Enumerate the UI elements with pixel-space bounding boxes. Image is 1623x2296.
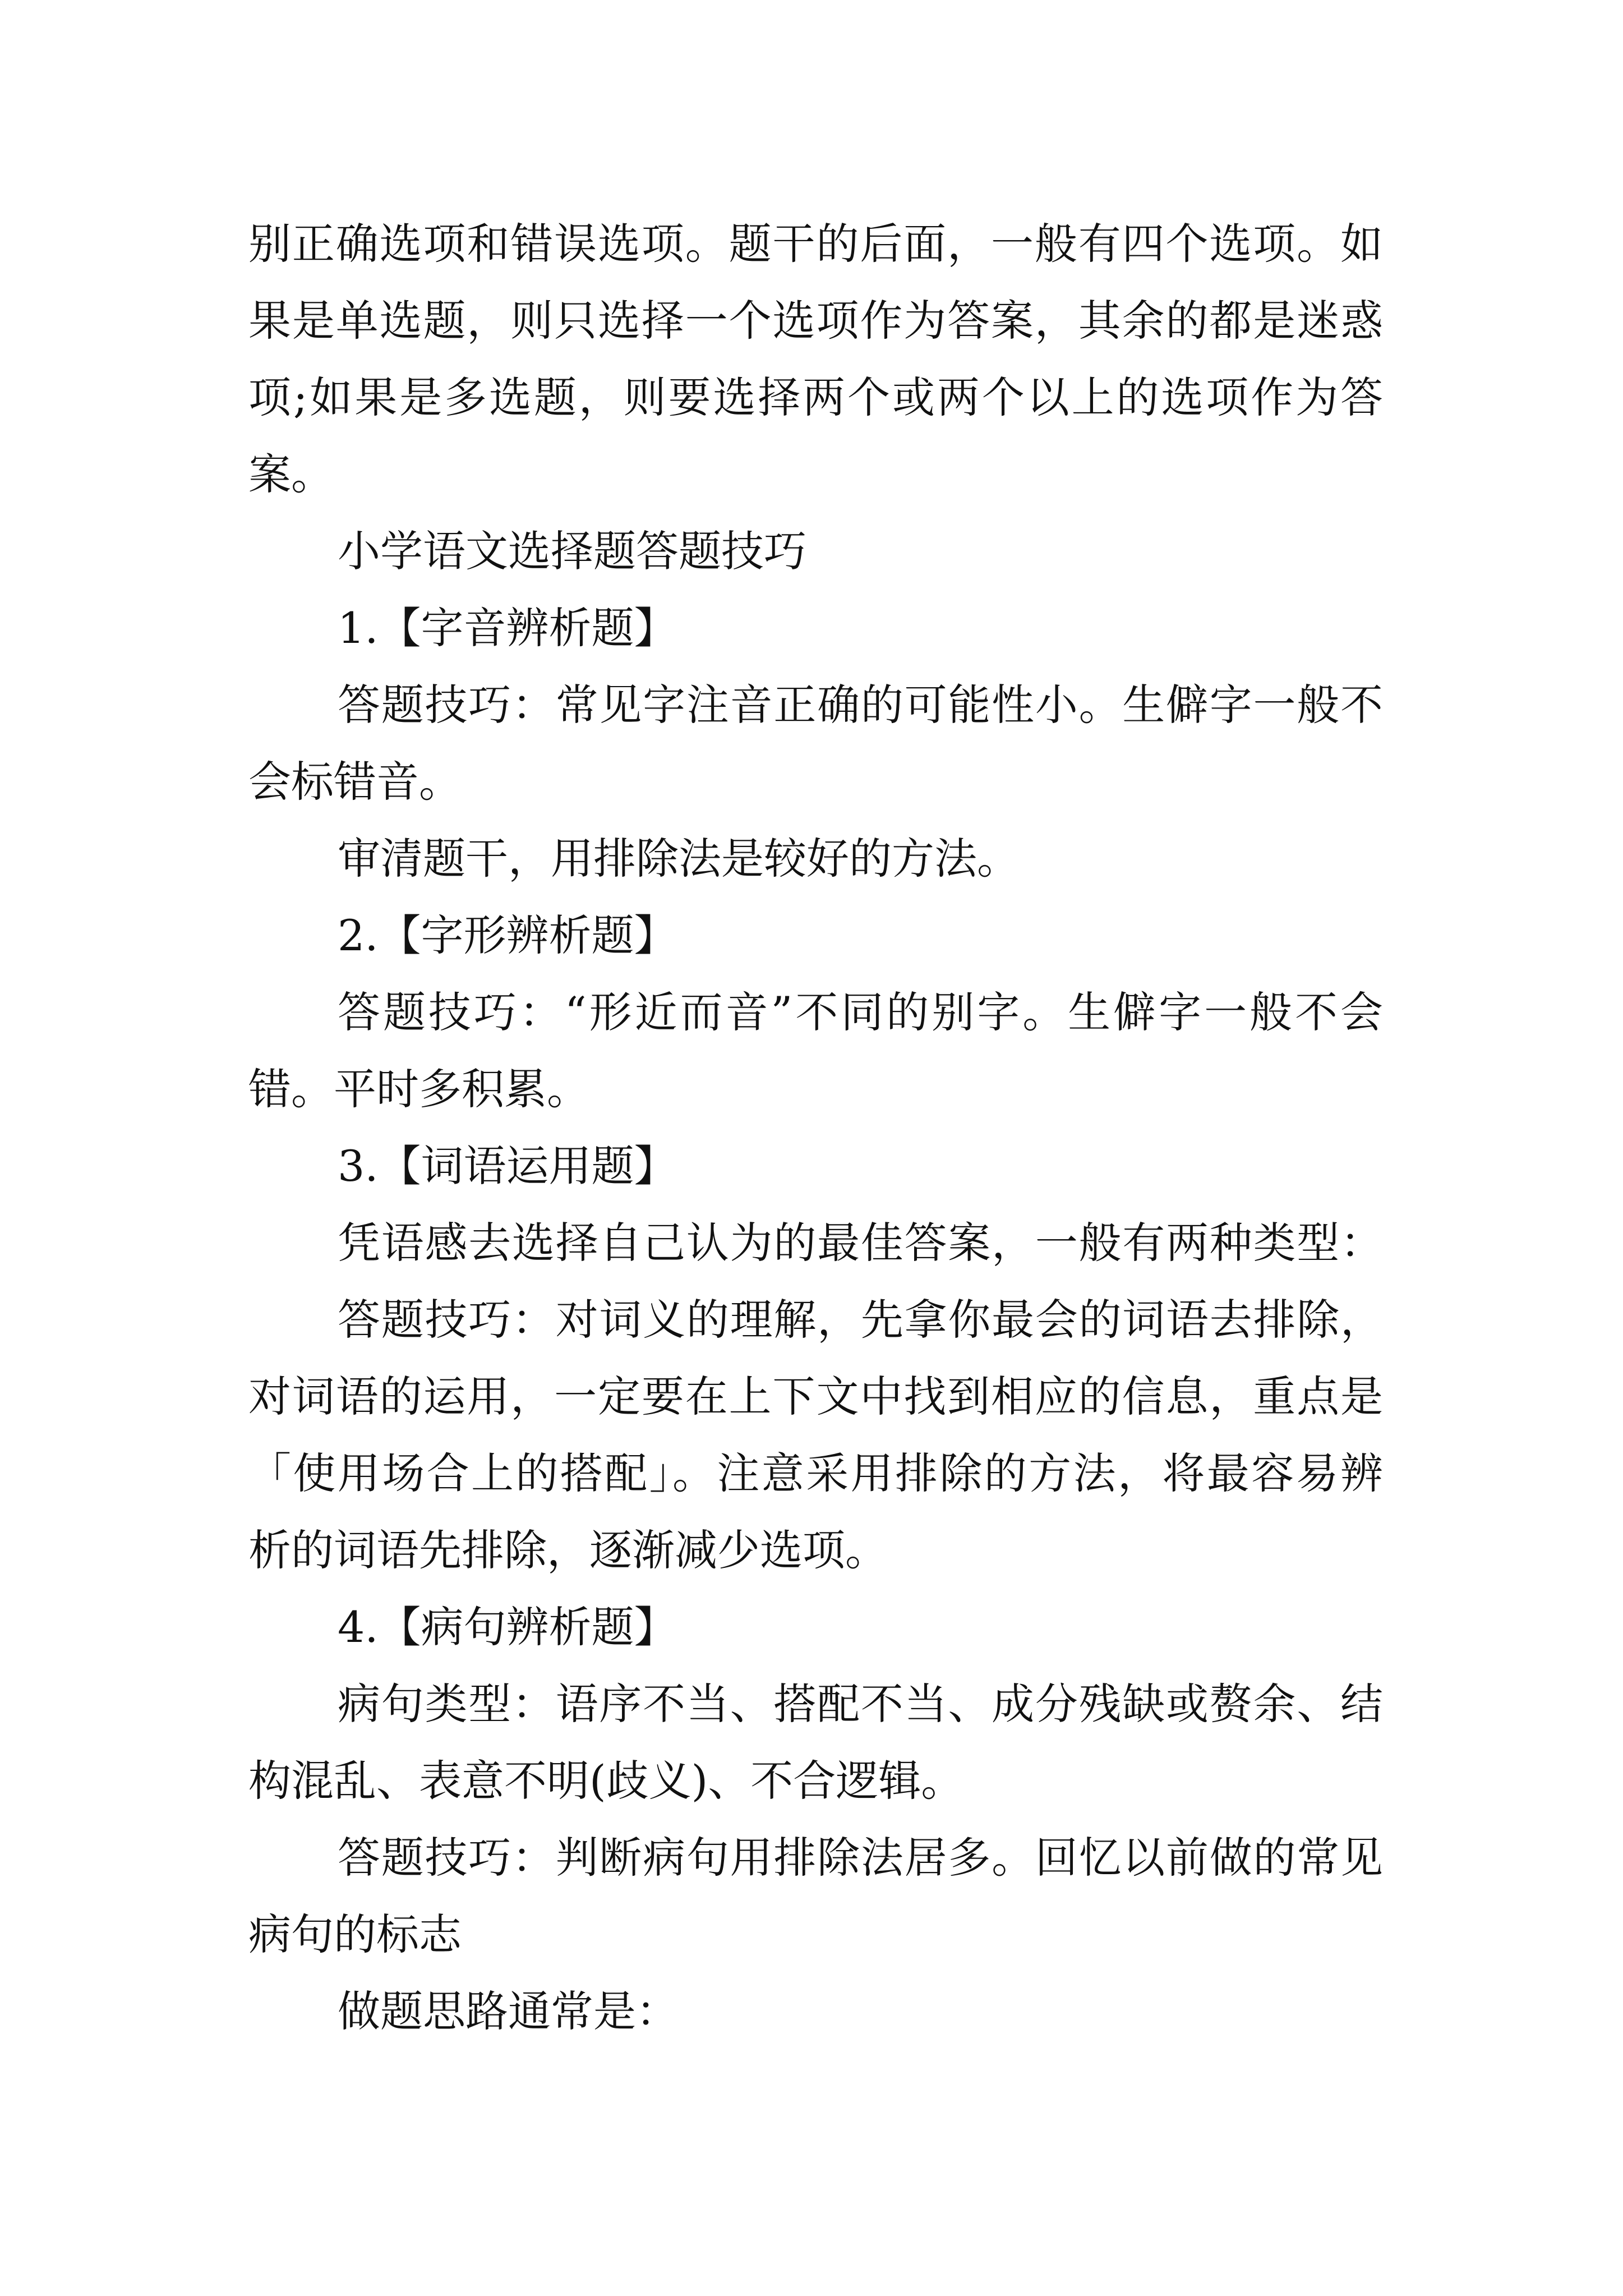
- section-heading: 小学语文选择题答题技巧: [338, 526, 806, 576]
- text-line: 对词语的运用，一定要在上下文中找到相应的信息，重点是: [248, 1372, 1383, 1421]
- text-line: 别正确选项和错误选项。题干的后面，一般有四个选项。如: [248, 219, 1383, 269]
- text-line: 答题技巧：判断病句用排除法居多。回忆以前做的常见: [338, 1833, 1383, 1883]
- text-line: 答题技巧：“形近而音”不同的别字。生僻字一般不会: [338, 987, 1383, 1037]
- text-line: 审清题干，用排除法是较好的方法。: [338, 834, 1020, 884]
- text-line: 析的词语先排除，逐渐减少选项。: [248, 1525, 888, 1575]
- text-line: 做题思路通常是：: [338, 1986, 679, 2036]
- text-line: 「使用场合上的搭配」。注意采用排除的方法，将最容易辨: [248, 1448, 1383, 1498]
- subheading: 3.【词语运用题】: [338, 1141, 677, 1191]
- text-line: 会标错音。: [248, 757, 462, 807]
- text-line: 项;如果是多选题，则要选择两个或两个以上的选项作为答: [248, 372, 1383, 422]
- text-line: 凭语感去选择自己认为的最佳答案，一般有两种类型：: [338, 1218, 1383, 1268]
- subheading: 4.【病句辨析题】: [338, 1602, 677, 1652]
- text-line: 病句类型：语序不当、搭配不当、成分残缺或赘余、结: [338, 1679, 1383, 1729]
- text-line: 错。平时多积累。: [248, 1064, 589, 1114]
- text-line: 病句的标志: [248, 1910, 462, 1959]
- text-line: 答题技巧：对词义的理解，先拿你最会的词语去排除，: [338, 1295, 1383, 1345]
- subheading: 1.【字音辨析题】: [338, 603, 677, 653]
- text-line: 答题技巧：常见字注音正确的可能性小。生僻字一般不: [338, 680, 1383, 730]
- text-line: 案。: [248, 449, 334, 499]
- text-line: 构混乱、表意不明(歧义)、不合逻辑。: [248, 1756, 964, 1806]
- text-line: 果是单选题，则只选择一个选项作为答案，其余的都是迷惑: [248, 296, 1383, 346]
- subheading: 2.【字形辨析题】: [338, 910, 677, 960]
